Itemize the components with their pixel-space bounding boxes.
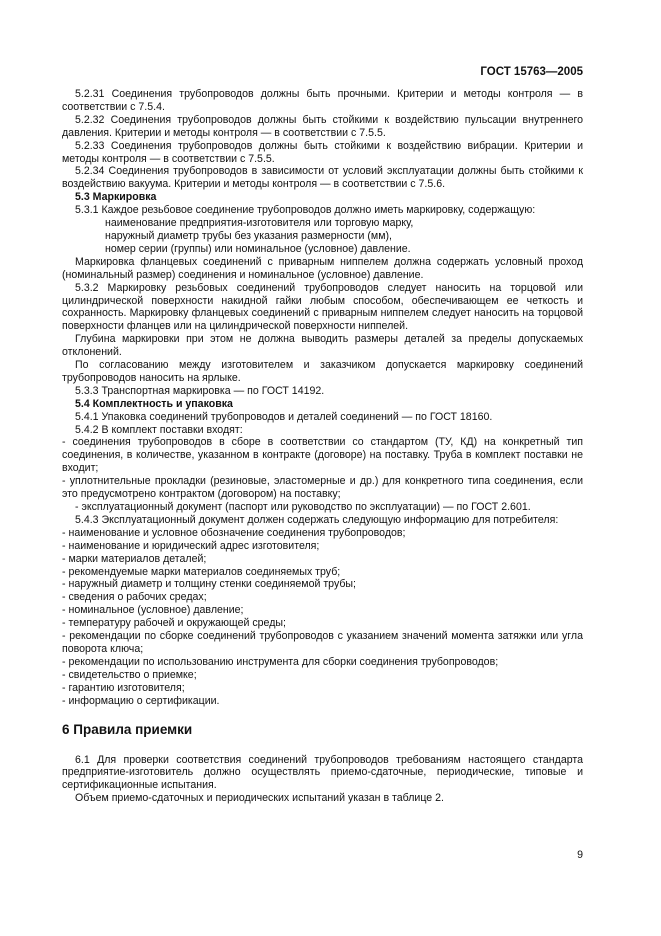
clause-5-3-3: 5.3.3 Транспортная маркировка — по ГОСТ 14192. — [75, 384, 325, 397]
list-item: наружный диаметр трубы без указания размерности (мм), — [105, 229, 392, 242]
list-item: - эксплуатационный документ (паспорт или руководство по эксплуатации) — по ГОСТ 2.601. — [75, 501, 531, 513]
list-item: наименование предприятия-изготовителя или торговую марку, — [105, 217, 414, 230]
clause-5-2-33: 5.2.33 Соединения трубопроводов должны быть стойкими к воздействию вибрации. Критерии и методы контроля — в соответствии с 7.5.5. — [62, 139, 583, 165]
page-number: 9 — [577, 849, 583, 861]
list-item: - наименование и условное обозначение соединения трубопроводов; — [62, 526, 406, 539]
clause-5-2-32: 5.2.32 Соединения трубопроводов должны быть стойкими к воздействию пульсации внутреннего давления. Критерии и методы контроля — в соответствии с 7.5.5. — [62, 113, 583, 139]
clause-5-3-2-depth: Глубина маркировки при этом не должна выводить размеры деталей за пределы допускаемых отклонений. — [62, 333, 583, 359]
clause-5-4-3: 5.4.3 Эксплуатационный документ должен содержать следующую информацию для потребителя: — [75, 513, 559, 526]
list-item: - марки материалов деталей; — [62, 552, 207, 565]
clause-5-3-2-label: По согласованию между изготовителем и заказчиком допускается маркировку соединений трубопроводов наносить на ярлыке. — [62, 359, 583, 384]
list-item: - температуру рабочей и окружающей среды; — [62, 617, 286, 630]
list-item: - информацию о сертификации. — [62, 694, 220, 707]
clause-5-3-2: 5.3.2 Маркировку резьбовых соединений трубопроводов следует наносить на торцовой или цилиндрической поверхности накидной гайки любым способом, обеспечивающем ее четкость и сохранность. Маркировку фланцевых соединений с приварным ниппелем следует наносить на торцовой поверхности фланцев или на цилиндрической поверхности ниппелей. — [62, 281, 583, 333]
list-item: - гарантию изготовителя; — [62, 681, 185, 694]
page-content — [62, 88, 583, 805]
section-6-heading: 6 Правила приемки — [62, 721, 193, 737]
list-item: - соединения трубопроводов в сборе в соответствии со стандартом (ТУ, КД) на конкретный тип соединения, в количестве, указанном в контракте (договоре) на поставку. Труба в комплект поставки не входит; — [62, 436, 583, 475]
clause-5-2-31: 5.2.31 Соединения трубопроводов должны быть прочными. Критерии и методы контроля — в соответствии с 7.5.4. — [62, 88, 583, 113]
section-5-4-heading: 5.4 Комплектность и упаковка — [75, 397, 233, 410]
clause-6-1-volume: Объем приемо-сдаточных и периодических испытаний указан в таблице 2. — [75, 792, 444, 805]
clause-5-3-1-flange: Маркировка фланцевых соединений с приварным ниппелем должна содержать условный проход (номинальный размер) соединения и номинальное (условное) давление. — [62, 255, 583, 281]
list-item: - свидетельство о приемке; — [62, 668, 197, 681]
list-item: номер серии (группы) или номинальное (условное) давление. — [105, 242, 411, 255]
list-item: - рекомендации по сборке соединений трубопроводов с указанием значений момента затяжки или угла поворота ключа; — [62, 630, 583, 655]
list-item: - наименование и юридический адрес изготовителя; — [62, 539, 320, 552]
clause-5-2-34: 5.2.34 Соединения трубопроводов в зависимости от условий эксплуатации должны быть стойкими к воздействию вакуума. Критерии и методы контроля — в соответствии с 7.5.6. — [62, 165, 583, 191]
list-item: - номинальное (условное) давление; — [62, 604, 244, 617]
document-code-header: ГОСТ 15763—2005 — [480, 66, 583, 78]
clause-6-1: 6.1 Для проверки соответствия соединений трубопроводов требованиям настоящего стандарта предприятие-изготовитель должно осуществлять приемо-сдаточные, периодические, типовые и сертификационные испытания. — [62, 753, 583, 792]
list-item: - рекомендации по использованию инструмента для сборки соединения трубопроводов; — [62, 655, 499, 668]
list-item: - рекомендуемые марки материалов соединяемых труб; — [62, 565, 341, 578]
clause-5-4-2: 5.4.2 В комплект поставки входят: — [75, 423, 243, 436]
clause-5-3-1: 5.3.1 Каждое резьбовое соединение трубопроводов должно иметь маркировку, содержащую: — [75, 204, 536, 217]
list-item: - уплотнительные прокладки (резиновые, эластомерные и др.) для конкретного типа соединения, если это предусмотрено контрактом (договором) на поставку; — [62, 475, 583, 501]
list-item: - сведения о рабочих средах; — [62, 591, 207, 604]
clause-5-4-1: 5.4.1 Упаковка соединений трубопроводов и деталей соединений — по ГОСТ 18160. — [75, 410, 493, 423]
section-5-3-heading: 5.3 Маркировка — [75, 191, 157, 204]
list-item: - наружный диаметр и толщину стенки соединяемой трубы; — [62, 578, 356, 591]
